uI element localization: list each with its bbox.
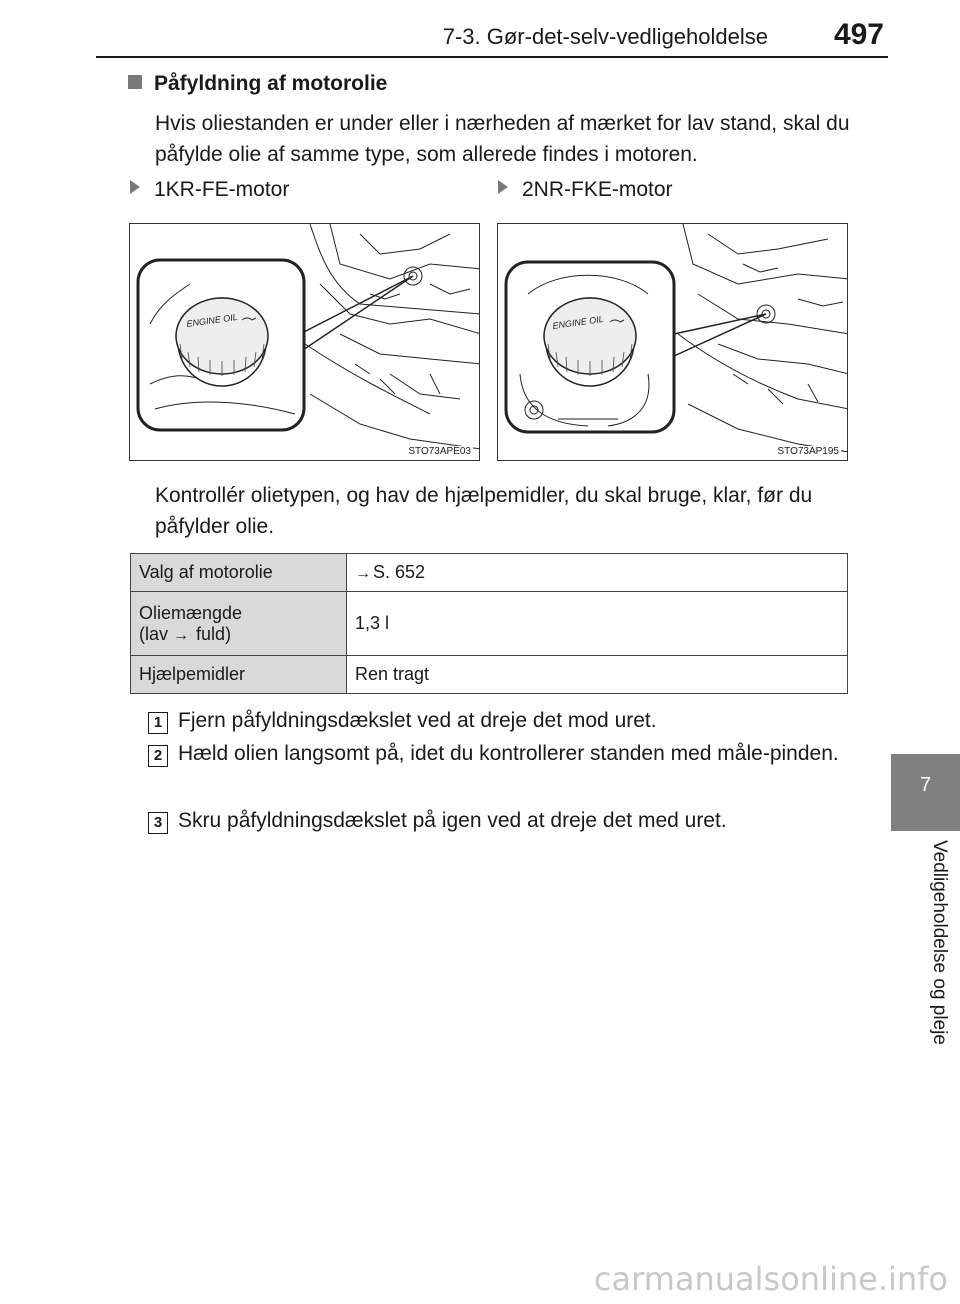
variant-1kr — [130, 178, 289, 202]
step-text: Hæld olien langsomt på, idet du kontrollerer standen med måle-pinden. — [178, 742, 839, 765]
table-row — [131, 656, 848, 694]
triangle-bullet-icon — [498, 180, 508, 194]
step-number: 1 — [148, 712, 168, 734]
variant-2nr — [498, 178, 673, 202]
table-key: Hjælpemidler — [131, 656, 347, 694]
table-key-line2-post: fuld) — [196, 623, 232, 644]
engine-bay-drawing-1kr — [130, 224, 480, 461]
table-key: Valg af motorolie — [131, 554, 347, 592]
page-header — [96, 18, 888, 58]
table-value — [347, 554, 848, 592]
watermark: carmanualsonline.info — [593, 1260, 948, 1298]
variant-label: 2NR-FKE-motor — [522, 178, 673, 201]
section-title: Påfyldning af motorolie — [154, 72, 388, 95]
cap-label: ENGINE OIL — [551, 313, 605, 331]
arrow-right-icon: → — [355, 565, 371, 582]
section-heading — [128, 72, 387, 96]
chapter-tab: 7 — [891, 754, 960, 831]
header-section-title: 7-3. Gør-det-selv-vedligeholdelse — [442, 24, 768, 49]
table-key-line1: Oliemængde — [139, 602, 243, 623]
page-reference: S. 652 — [373, 562, 426, 582]
table-value: Ren tragt — [347, 656, 848, 694]
intro-paragraph: Hvis oliestanden er under eller i nærheden af mærket for lav stand, skal du påfylde olie af samme type, som allerede findes i motoren. — [155, 112, 850, 166]
chapter-title: Vedligeholdelse og pleje — [929, 840, 950, 1045]
figure-code: STO73APE03 — [408, 446, 471, 457]
engine-illustration-1kr — [129, 223, 480, 461]
oil-spec-table — [130, 553, 848, 694]
table-row — [131, 554, 848, 592]
table-row — [131, 592, 848, 656]
table-key — [131, 592, 347, 656]
table-key-line2-pre: (lav — [139, 623, 169, 644]
triangle-bullet-icon — [130, 180, 140, 194]
engine-illustration-2nr — [497, 223, 848, 461]
variant-label: 1KR-FE-motor — [154, 178, 290, 201]
step-text: Skru påfyldningsdækslet på igen ved at dreje det med uret. — [178, 809, 727, 832]
check-paragraph: Kontrollér olietypen, og hav de hjælpemidler, du skal bruge, klar, før du påfylder olie. — [155, 484, 813, 538]
step-text: Fjern påfyldningsdækslet ved at dreje det mod uret. — [178, 709, 657, 732]
cap-label: ENGINE OIL — [185, 311, 239, 329]
step-number: 3 — [148, 812, 168, 834]
page-number: 497 — [833, 18, 884, 51]
step-number: 2 — [148, 745, 168, 767]
square-bullet-icon — [128, 75, 142, 89]
arrow-right-icon: → — [173, 626, 190, 644]
figure-code: STO73AP195 — [777, 446, 839, 457]
engine-bay-drawing-2nr — [498, 224, 848, 461]
table-value: 1,3 l — [347, 592, 848, 656]
